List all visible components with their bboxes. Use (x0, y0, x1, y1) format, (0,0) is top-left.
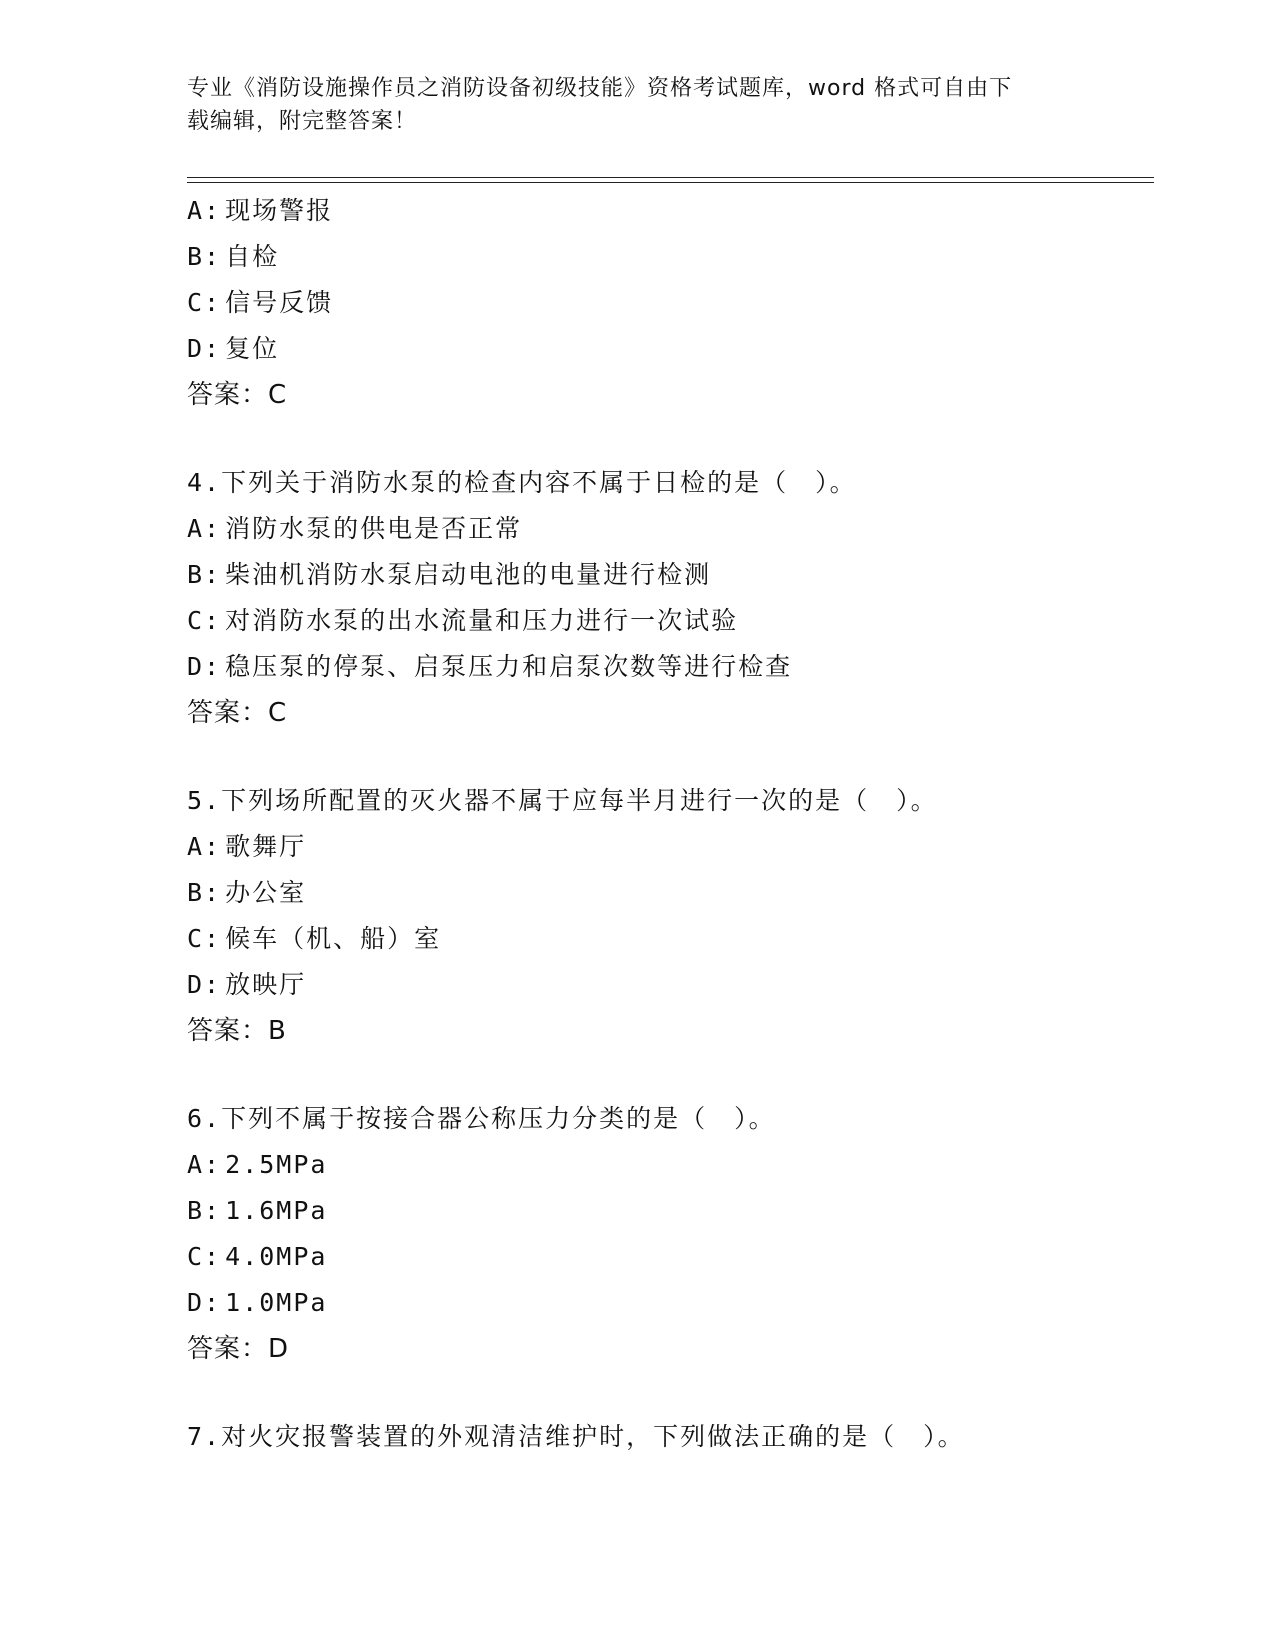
answer-line: 答案：B (187, 1016, 287, 1046)
option-c (187, 280, 1187, 326)
option-label: B: (187, 1196, 222, 1225)
option-text: 办公室 (225, 878, 307, 907)
question-block-4 (187, 460, 1187, 736)
question-text: 5.下列场所配置的灭火器不属于应每半月进行一次的是（ ）。 (187, 786, 938, 815)
option-label: D: (187, 652, 222, 681)
option-b (187, 870, 1187, 916)
option-label: A: (187, 196, 222, 225)
option-a (187, 824, 1187, 870)
header-divider-top (187, 177, 1154, 178)
question-block-7 (187, 1414, 1187, 1460)
spacer (187, 1054, 1187, 1096)
option-c (187, 1234, 1187, 1280)
option-c (187, 916, 1187, 962)
header-line-2: 载编辑，附完整答案！ (187, 109, 418, 134)
option-text: 2.5MPa (225, 1150, 328, 1179)
option-a (187, 1142, 1187, 1188)
option-text: 自检 (225, 242, 280, 271)
option-label: A: (187, 1150, 222, 1179)
option-label: D: (187, 970, 222, 999)
option-label: A: (187, 514, 222, 543)
spacer (187, 418, 1187, 460)
option-label: C: (187, 1242, 222, 1271)
document-header (187, 72, 1087, 138)
question-text: 6.下列不属于按接合器公称压力分类的是（ ）。 (187, 1104, 776, 1133)
option-b (187, 552, 1187, 598)
option-text: 放映厅 (225, 970, 307, 999)
option-label: B: (187, 560, 222, 589)
option-b (187, 1188, 1187, 1234)
question-text: 4.下列关于消防水泵的检查内容不属于日检的是（ ）。 (187, 468, 857, 497)
option-text: 1.6MPa (225, 1196, 328, 1225)
option-text: 1.0MPa (225, 1288, 328, 1317)
option-d (187, 962, 1187, 1008)
option-b (187, 234, 1187, 280)
option-text: 候车（机、船）室 (225, 924, 442, 953)
option-text: 对消防水泵的出水流量和压力进行一次试验 (225, 606, 739, 635)
spacer (187, 736, 1187, 778)
option-label: B: (187, 242, 222, 271)
question-block-6 (187, 1096, 1187, 1372)
option-label: D: (187, 1288, 222, 1317)
option-a (187, 188, 1187, 234)
question-list (187, 188, 1187, 1460)
spacer (187, 1372, 1187, 1414)
option-text: 4.0MPa (225, 1242, 328, 1271)
option-label: C: (187, 606, 222, 635)
header-line-1: 专业《消防设施操作员之消防设备初级技能》资格考试题库，word 格式可自由下 (187, 76, 1013, 101)
option-text: 复位 (225, 334, 280, 363)
option-label: C: (187, 924, 222, 953)
option-d (187, 326, 1187, 372)
answer-line: 答案：C (187, 698, 288, 728)
option-label: A: (187, 832, 222, 861)
option-a (187, 506, 1187, 552)
header-divider-bottom (187, 182, 1154, 183)
option-text: 歌舞厅 (225, 832, 307, 861)
option-text: 信号反馈 (225, 288, 334, 317)
option-label: B: (187, 878, 222, 907)
option-c (187, 598, 1187, 644)
option-d (187, 644, 1187, 690)
option-text: 现场警报 (225, 196, 334, 225)
option-text: 柴油机消防水泵启动电池的电量进行检测 (225, 560, 712, 589)
option-d (187, 1280, 1187, 1326)
option-label: D: (187, 334, 222, 363)
option-text: 稳压泵的停泵、启泵压力和启泵次数等进行检查 (225, 652, 793, 681)
option-label: C: (187, 288, 222, 317)
answer-line: 答案：D (187, 1334, 290, 1364)
answer-line: 答案：C (187, 380, 288, 410)
question-text: 7.对火灾报警装置的外观清洁维护时，下列做法正确的是（ ）。 (187, 1422, 965, 1451)
question-block-5 (187, 778, 1187, 1054)
option-text: 消防水泵的供电是否正常 (225, 514, 523, 543)
question-block-3 (187, 188, 1187, 418)
